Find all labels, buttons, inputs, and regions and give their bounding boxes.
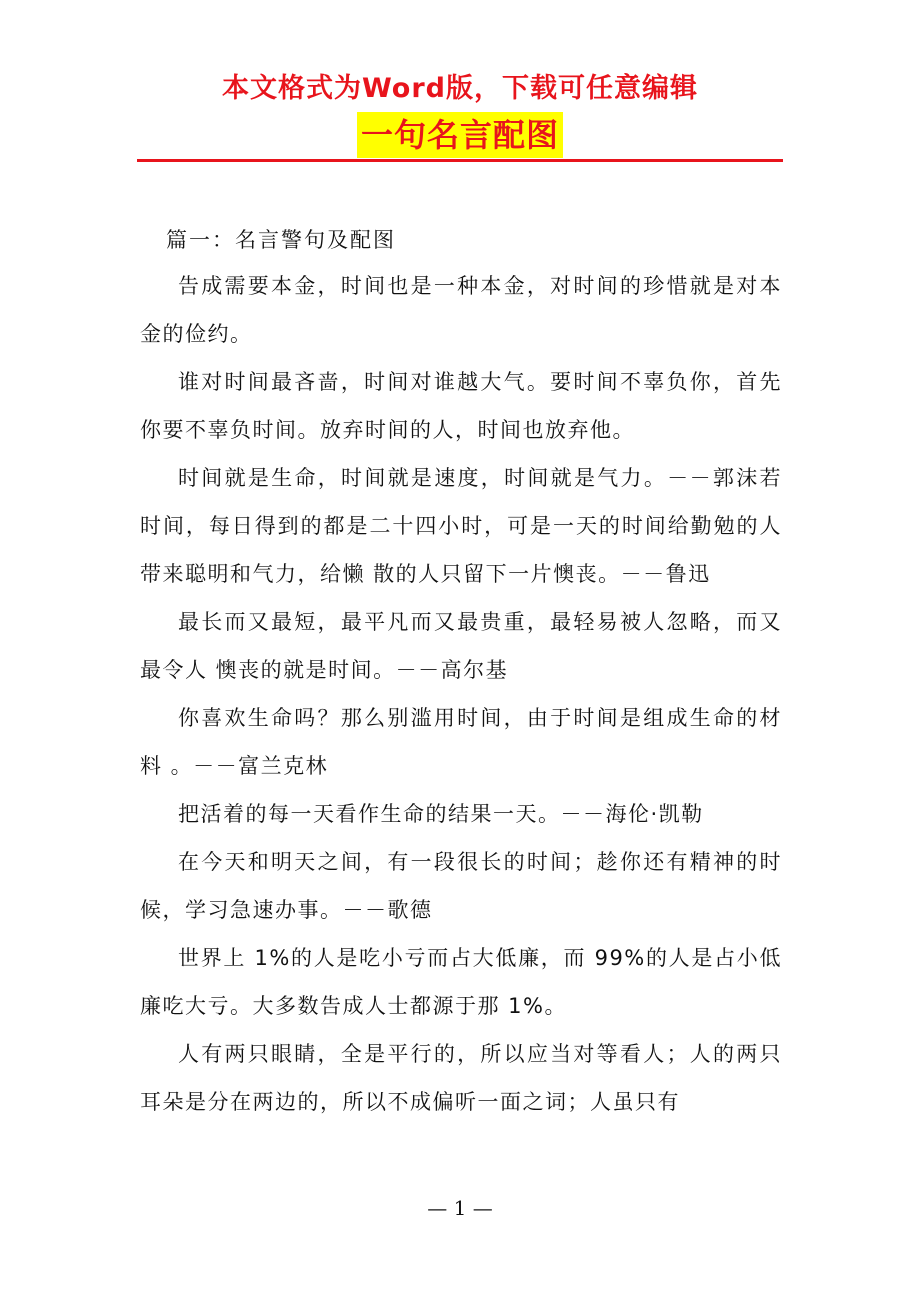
- title-container: [0, 112, 920, 158]
- document-banner: 本文格式为Word版，下载可任意编辑: [221, 73, 698, 104]
- paragraph: 人有两只眼睛，全是平行的，所以应当对等看人；人的两只耳朵是分在两边的，所以不成偏听一面之词；人虽只有: [140, 1042, 782, 1114]
- paragraph: 告成需要本金，时间也是一种本金，对时间的珍惜就是对本金的俭约。: [140, 274, 782, 346]
- title-divider: [137, 159, 783, 162]
- section-heading: 篇一：名言警句及配图: [166, 228, 396, 252]
- page-number: — 1 —: [427, 1196, 493, 1220]
- paragraph: 谁对时间最吝啬，时间对谁越大气。要时间不辜负你，首先你要不辜负时间。放弃时间的人，时间也放弃他。: [140, 370, 782, 442]
- paragraph: 时间就是生命，时间就是速度，时间就是气力。－－郭沫若 时间，每日得到的都是二十四小时，可是一天的时间给勤勉的人带来聪明和气力，给懒 散的人只留下一片懊丧。－－鲁迅: [140, 466, 782, 586]
- paragraph: 你喜欢生命吗？那么别滥用时间，由于时间是组成生命的材料 。－－富兰克林: [140, 706, 782, 778]
- paragraph: 最长而又最短，最平凡而又最贵重，最轻易被人忽略，而又最令人 懊丧的就是时间。－－高尔基: [140, 610, 782, 682]
- paragraph: 把活着的每一天看作生命的结果一天。－－海伦·凯勒: [178, 802, 704, 826]
- paragraph: 在今天和明天之间，有一段很长的时间；趁你还有精神的时候，学习急速办事。－－歌德: [140, 850, 782, 922]
- document-body: [140, 262, 782, 1126]
- document-title: 一句名言配图: [357, 112, 563, 158]
- paragraph: 世界上 1%的人是吃小亏而占大低廉，而 99%的人是占小低廉吃大亏。大多数告成人士都源于那 1%。: [140, 946, 782, 1018]
